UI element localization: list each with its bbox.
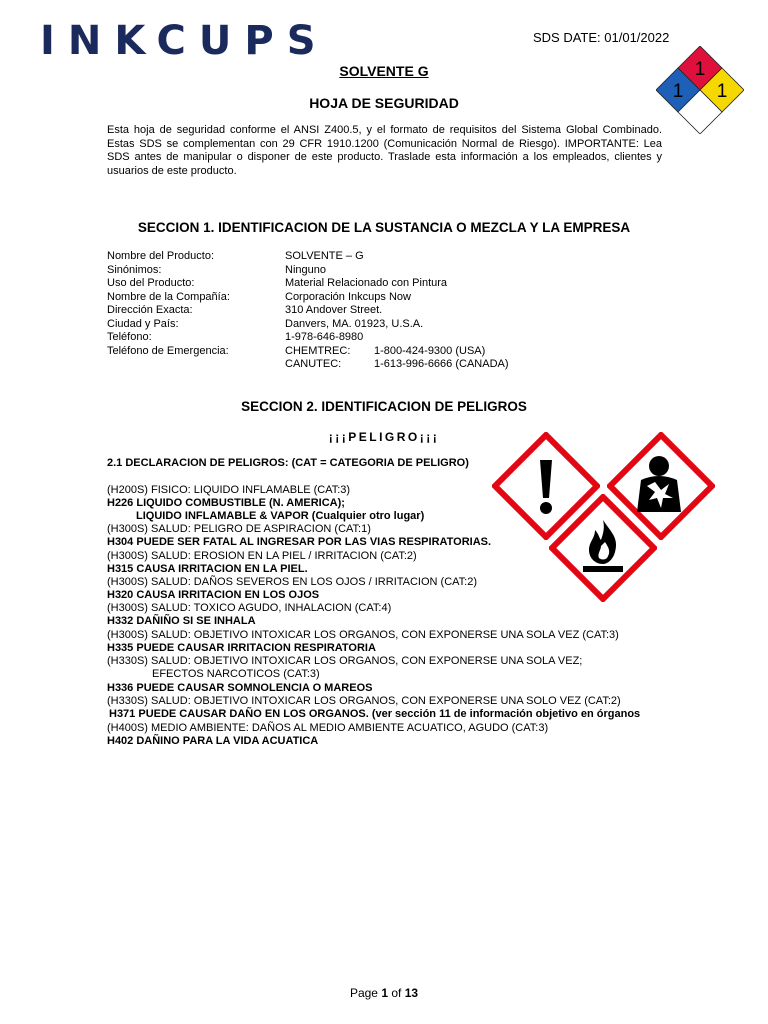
- hazard-statement: (H400S) MEDIO AMBIENTE: DAÑOS AL MEDIO AMBIENTE ACUATICO, AGUDO (CAT:3): [107, 721, 549, 734]
- hazard-statement: H332 DAÑIÑO SI SE INHALA: [107, 615, 256, 627]
- nfpa-reactivity-value: 1: [716, 81, 728, 102]
- id-label: Uso del Producto:: [107, 277, 195, 289]
- document-title: HOJA DE SEGURIDAD: [309, 95, 459, 111]
- id-label: Sinónimos:: [107, 263, 162, 276]
- id-row: [107, 291, 667, 305]
- hazard-statement: (H200S) FISICO: LIQUIDO INFLAMABLE (CAT:3): [107, 484, 351, 496]
- hazard-statement: (H300S) SALUD: DAÑOS SEVEROS EN LOS OJOS / IRRITACION (CAT:2): [107, 575, 478, 588]
- logo-text: INKCUPS: [40, 18, 329, 64]
- id-value: SOLVENTE – G: [285, 250, 364, 262]
- page-current: 1: [381, 986, 388, 1000]
- id-value: Material Relacionado con Pintura: [285, 277, 448, 289]
- hazard-statement: (H300S) SALUD: TOXICO AGUDO, INHALACION (CAT:4): [107, 602, 392, 614]
- hazard-statement: H371 PUEDE CAUSAR DAÑO EN LOS ORGANOS. (ver sección 11 de información objetivo en órganos: [109, 708, 641, 720]
- id-label: Teléfono:: [107, 331, 152, 343]
- page-label: Page: [349, 986, 378, 1000]
- hazard-statement: H226 LIQUIDO COMBUSTIBLE (N. AMERICA);: [107, 497, 345, 509]
- signal-word: ¡¡¡PELIGRO¡¡¡: [328, 430, 440, 444]
- id-label: Nombre del Producto:: [107, 250, 214, 262]
- id-row: [107, 318, 667, 332]
- chemtrec-number: 1-800-424-9300 (USA): [374, 344, 486, 357]
- canutec-number: 1-613-996-6666 (CANADA): [374, 358, 509, 370]
- hazard-statement: H335 PUEDE CAUSAR IRRITACION RESPIRATORIA: [107, 641, 376, 654]
- id-value: 310 Andover Street.: [285, 304, 383, 316]
- emergency-row: [107, 358, 667, 372]
- id-label: Ciudad y País:: [107, 317, 179, 330]
- hazard-statement: (H300S) SALUD: EROSION EN LA PIEL / IRRITACION (CAT:2): [107, 549, 417, 562]
- page-number: [0, 986, 768, 1000]
- hazard-statement: H304 PUEDE SER FATAL AL INGRESAR POR LAS VIAS RESPIRATORIAS.: [107, 536, 492, 548]
- id-value: Corporación Inkcups Now: [285, 290, 411, 303]
- id-row: [107, 304, 667, 318]
- id-row: [107, 277, 667, 291]
- hazard-statement: H336 PUEDE CAUSAR SOMNOLENCIA O MAREOS: [107, 681, 373, 694]
- hazard-statement: (H300S) SALUD: PELIGRO DE ASPIRACION (CAT:1): [107, 523, 371, 535]
- sds-date: SDS DATE: 01/01/2022: [533, 30, 670, 45]
- hazard-statement: (H300S) SALUD: OBJETIVO INTOXICAR LOS ORGANOS, CON EXPONERSE UNA SOLA VEZ (CAT:3): [107, 628, 619, 641]
- id-row: [107, 250, 667, 264]
- hazard-statement: H315 CAUSA IRRITACION EN LA PIEL.: [107, 562, 308, 575]
- id-value: 1-978-646-8980: [285, 331, 364, 343]
- hazard-statement: H320 CAUSA IRRITACION EN LOS OJOS: [107, 588, 320, 601]
- page-of: of: [391, 986, 402, 1000]
- nfpa-health-value: 1: [672, 81, 684, 102]
- id-label: Nombre de la Compañía:: [107, 290, 230, 303]
- inkcups-logo: [40, 20, 340, 62]
- emergency-label: Teléfono de Emergencia:: [107, 344, 229, 357]
- page-total: 13: [404, 986, 419, 1000]
- nfpa-flammability-value: 1: [694, 59, 706, 80]
- hazard-statement: LIQUIDO INFLAMABLE & VAPOR (Cualquier otro lugar): [136, 510, 425, 522]
- section1-title: SECCION 1. IDENTIFICACION DE LA SUSTANCIA O MEZCLA Y LA EMPRESA: [137, 220, 631, 235]
- id-row: [107, 331, 667, 345]
- section2-title: SECCION 2. IDENTIFICACION DE PELIGROS: [241, 399, 527, 414]
- flame-icon: [549, 494, 657, 602]
- hazard-statement: H402 DAÑINO PARA LA VIDA ACUATICA: [107, 735, 319, 747]
- id-row: [107, 264, 667, 278]
- hazard-statement: (H330S) SALUD: OBJETIVO INTOXICAR LOS ORGANOS, CON EXPONERSE UNA SOLO VEZ (CAT:2): [107, 695, 621, 707]
- id-value: Ninguno: [285, 263, 326, 276]
- intro-paragraph: Esta hoja de seguridad conforme el ANSI Z400.5, y el formato de requisitos del Sistema Global Combinado. Estas SDS se complementan con 29 CFR 1910.1200 (Comunicación Normal de Riesgo). IMPORTANTE: Lea SDS antes de manipular o disponer de este producto. Traslade esta información a los empleados, clientes y usuarios de este producto.: [107, 124, 662, 177]
- emergency-row: [107, 345, 667, 359]
- declaration-heading: 2.1 DECLARACION DE PELIGROS: (CAT = CATEGORIA DE PELIGRO): [107, 457, 469, 469]
- id-value: Danvers, MA. 01923, U.S.A.: [285, 317, 424, 330]
- id-label: Dirección Exacta:: [107, 304, 193, 316]
- hazard-statement: EFECTOS NARCOTICOS (CAT:3): [152, 668, 320, 680]
- canutec-name: CANUTEC:: [285, 358, 342, 370]
- nfpa-diamond: [656, 46, 744, 134]
- hazard-statement: (H330S) SALUD: OBJETIVO INTOXICAR LOS ORGANOS, CON EXPONERSE UNA SOLA VEZ;: [107, 655, 583, 667]
- product-title: SOLVENTE G: [339, 63, 429, 79]
- chemtrec-name: CHEMTREC:: [285, 344, 351, 357]
